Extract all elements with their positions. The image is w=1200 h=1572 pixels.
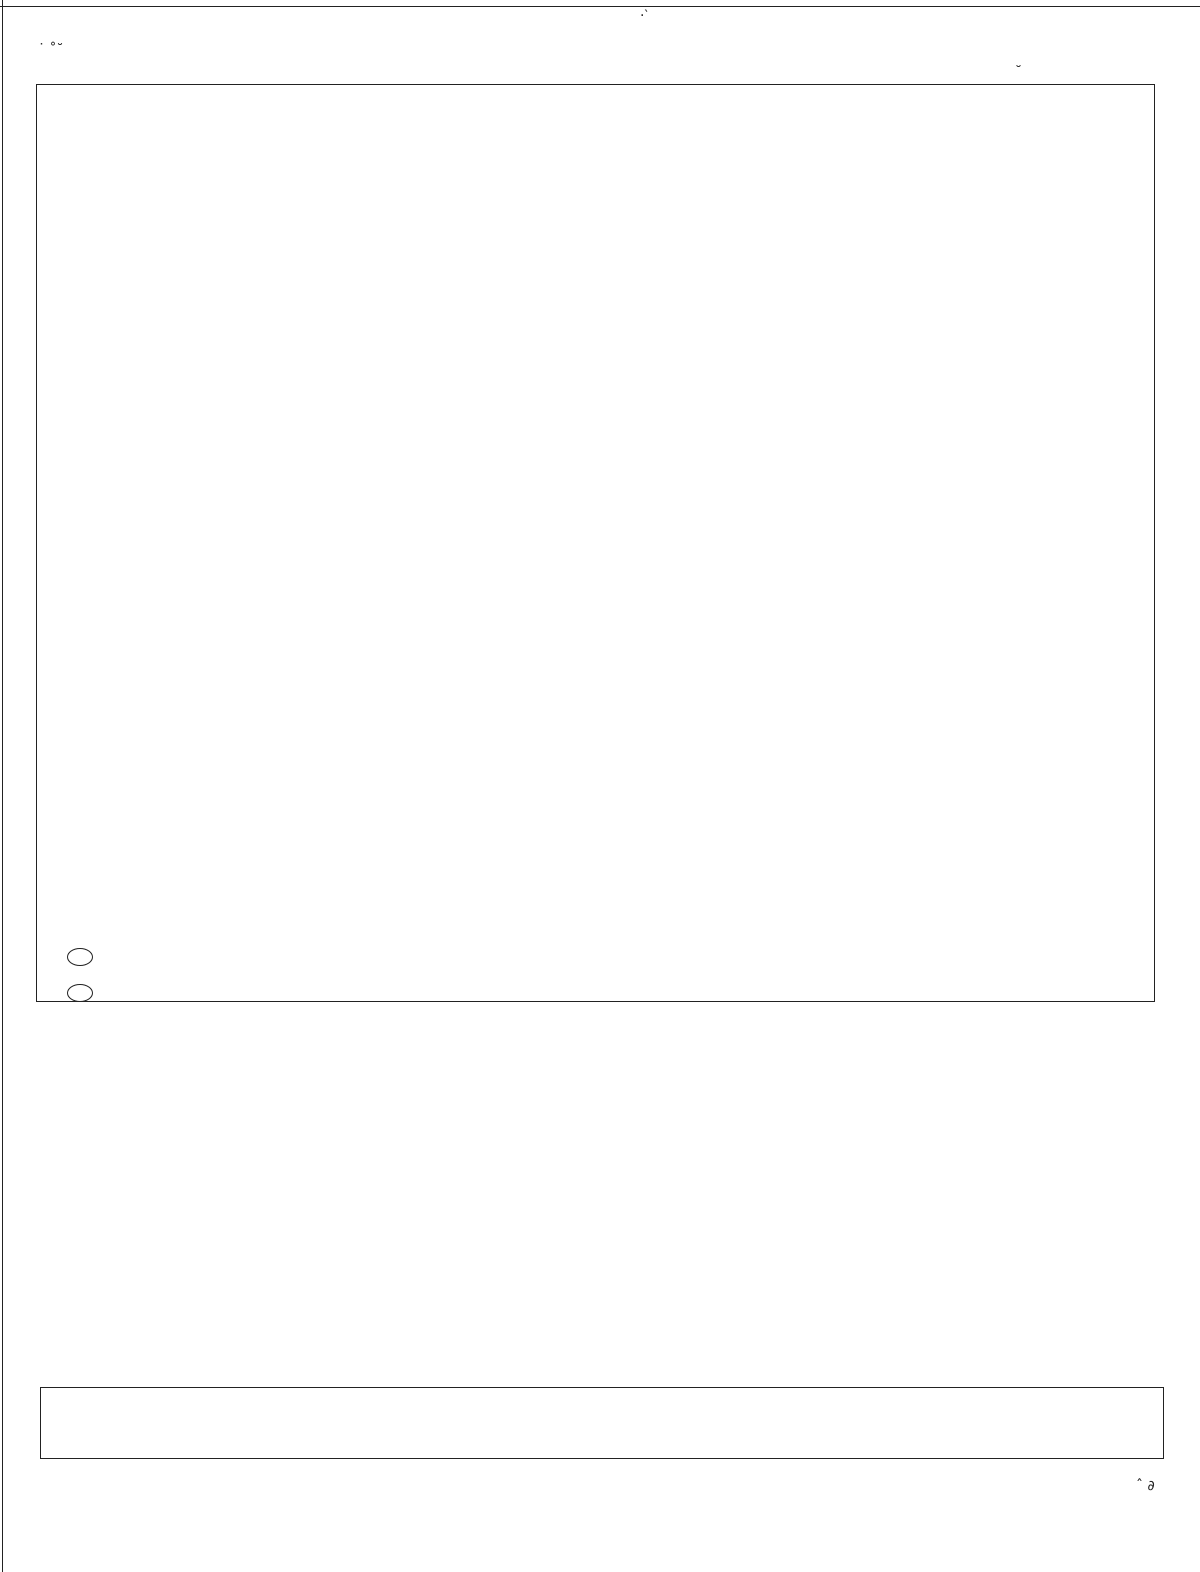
answer-choices [67, 939, 99, 1011]
choice-yes[interactable] [67, 939, 99, 975]
scan-speck: ˆ ∂ [1136, 1478, 1155, 1494]
footer-instruction-box [40, 1387, 1164, 1459]
scan-speck: ˘ [1015, 64, 1022, 80]
oval-bubble-icon[interactable] [67, 948, 93, 966]
scan-speck: ˙ ˚˘ [38, 42, 64, 58]
ballot-question-box [36, 84, 1155, 1002]
scan-left-rule [2, 0, 3, 1572]
scan-top-rule [0, 6, 1200, 7]
scan-speck: ·‵ [640, 8, 648, 24]
oval-bubble-icon[interactable] [67, 984, 93, 1002]
choice-no[interactable] [67, 975, 99, 1011]
